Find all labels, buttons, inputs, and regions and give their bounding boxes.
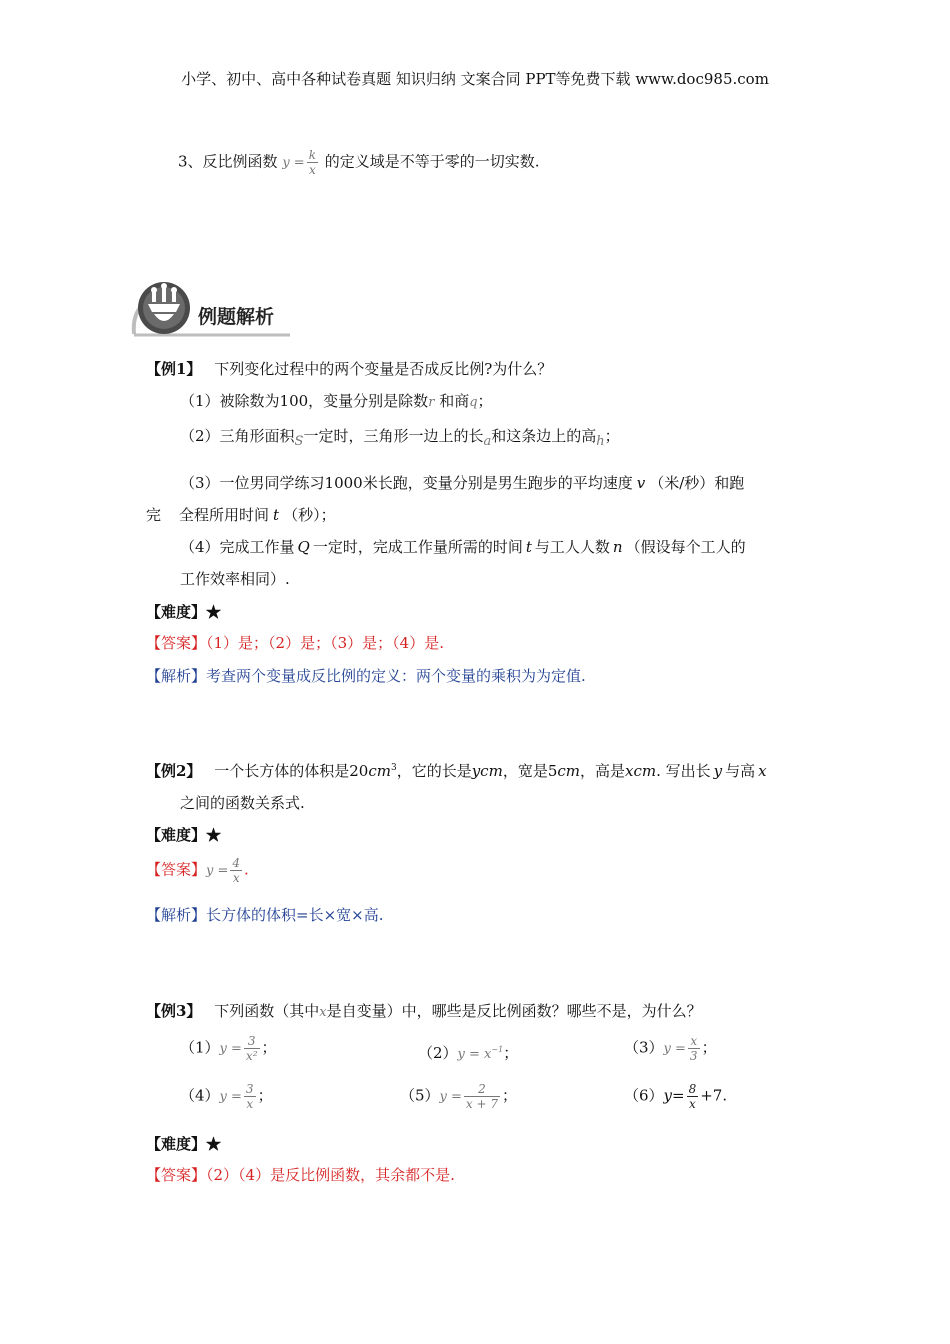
example1-item1: （1）被除数为100，变量分别是除数r 和商q； [180,392,493,410]
page-header: 小学、初中、高中各种试卷真题 知识归纳 文案合同 PPT等免费下载 www.doc985.com [181,70,769,88]
example2-tag: 【例2】 [146,762,202,780]
example3-f3: （3）y = $\frac{x}{3}$ ； [624,1034,717,1063]
example3-answer: 【答案】（2）（4）是反比例函数，其余都不是. [146,1166,455,1184]
point3-prefix: 3、反比例函数 [178,152,278,171]
example1-difficulty: 【难度】★ [146,603,222,621]
example3-f6: （6）y= $\frac{8}{x}$ +7. [624,1082,728,1111]
example3-f1: （1）y = $\frac{3}{\text{x²}}$ ； [180,1034,277,1063]
example1-item4-line1: （4）完成工作量 Q 一定时，完成工作量所需的时间 t 与工人人数 n （假设每个工人的 [180,538,746,556]
example2-analysis: 【解析】长方体的体积=长×宽×高. [146,906,384,924]
section-title: 例题解析 [198,306,275,328]
example1-analysis: 【解析】考查两个变量成反比例的定义：两个变量的乘积为为定值. [146,667,586,685]
example3-f5: （5）y = $\frac{2}{x + 7}$ ； [400,1082,518,1111]
example3-question: 【例3】 下列函数（其中x是自变量）中，哪些是反比例函数？哪些不是，为什么？ [146,1002,702,1020]
example1-question-text: 下列变化过程中的两个变量是否成反比例?为什么？ [214,360,553,378]
point-3 [178,148,540,177]
example1-answer: 【答案】（1）是；（2）是；（3）是；（4）是. [146,634,444,652]
example2-question-line1: 【例2】 一个长方体的体积是$20cm^3$，它的长是ycm，宽是5cm，高是xcm. 写出长 y 与高 x [146,762,767,780]
example3-tag: 【例3】 [146,1002,202,1020]
point3-suffix: 的定义域是不等于零的一切实数. [324,152,540,171]
example2-difficulty: 【难度】★ [146,826,222,844]
point3-fraction: $\frac{k}{x}$ [308,148,316,177]
example1-item3-line1: （3）一位男同学练习1000米长跑，变量分别是男生跑步的平均速度 v （米/秒）和跑 [180,474,745,492]
example2-answer-fraction: $\frac{4}{x}$ [232,856,241,885]
point3-formula-lhs: y = [282,155,305,171]
example3-difficulty: 【难度】★ [146,1135,222,1153]
example1-question [146,358,552,379]
example3-f2: $(2)y = x^{-1}$； [418,1044,519,1062]
example1-tag: 【例1】 [146,360,202,378]
example3-f4: （4）y = $\frac{3}{x}$ ； [180,1082,273,1111]
example1-item4-line2: 工作效率相同）. [180,570,290,588]
example1-item3-line2: 完 全程所用时间 t （秒）； [146,506,336,524]
example1-item2: （2）三角形面积S一定时，三角形一边上的长a和这条边上的高h； [180,427,620,449]
example2-question-line2: 之间的函数关系式. [180,794,305,812]
example2-answer: 【答案】y = $\frac{4}{x}$ . [146,856,249,885]
